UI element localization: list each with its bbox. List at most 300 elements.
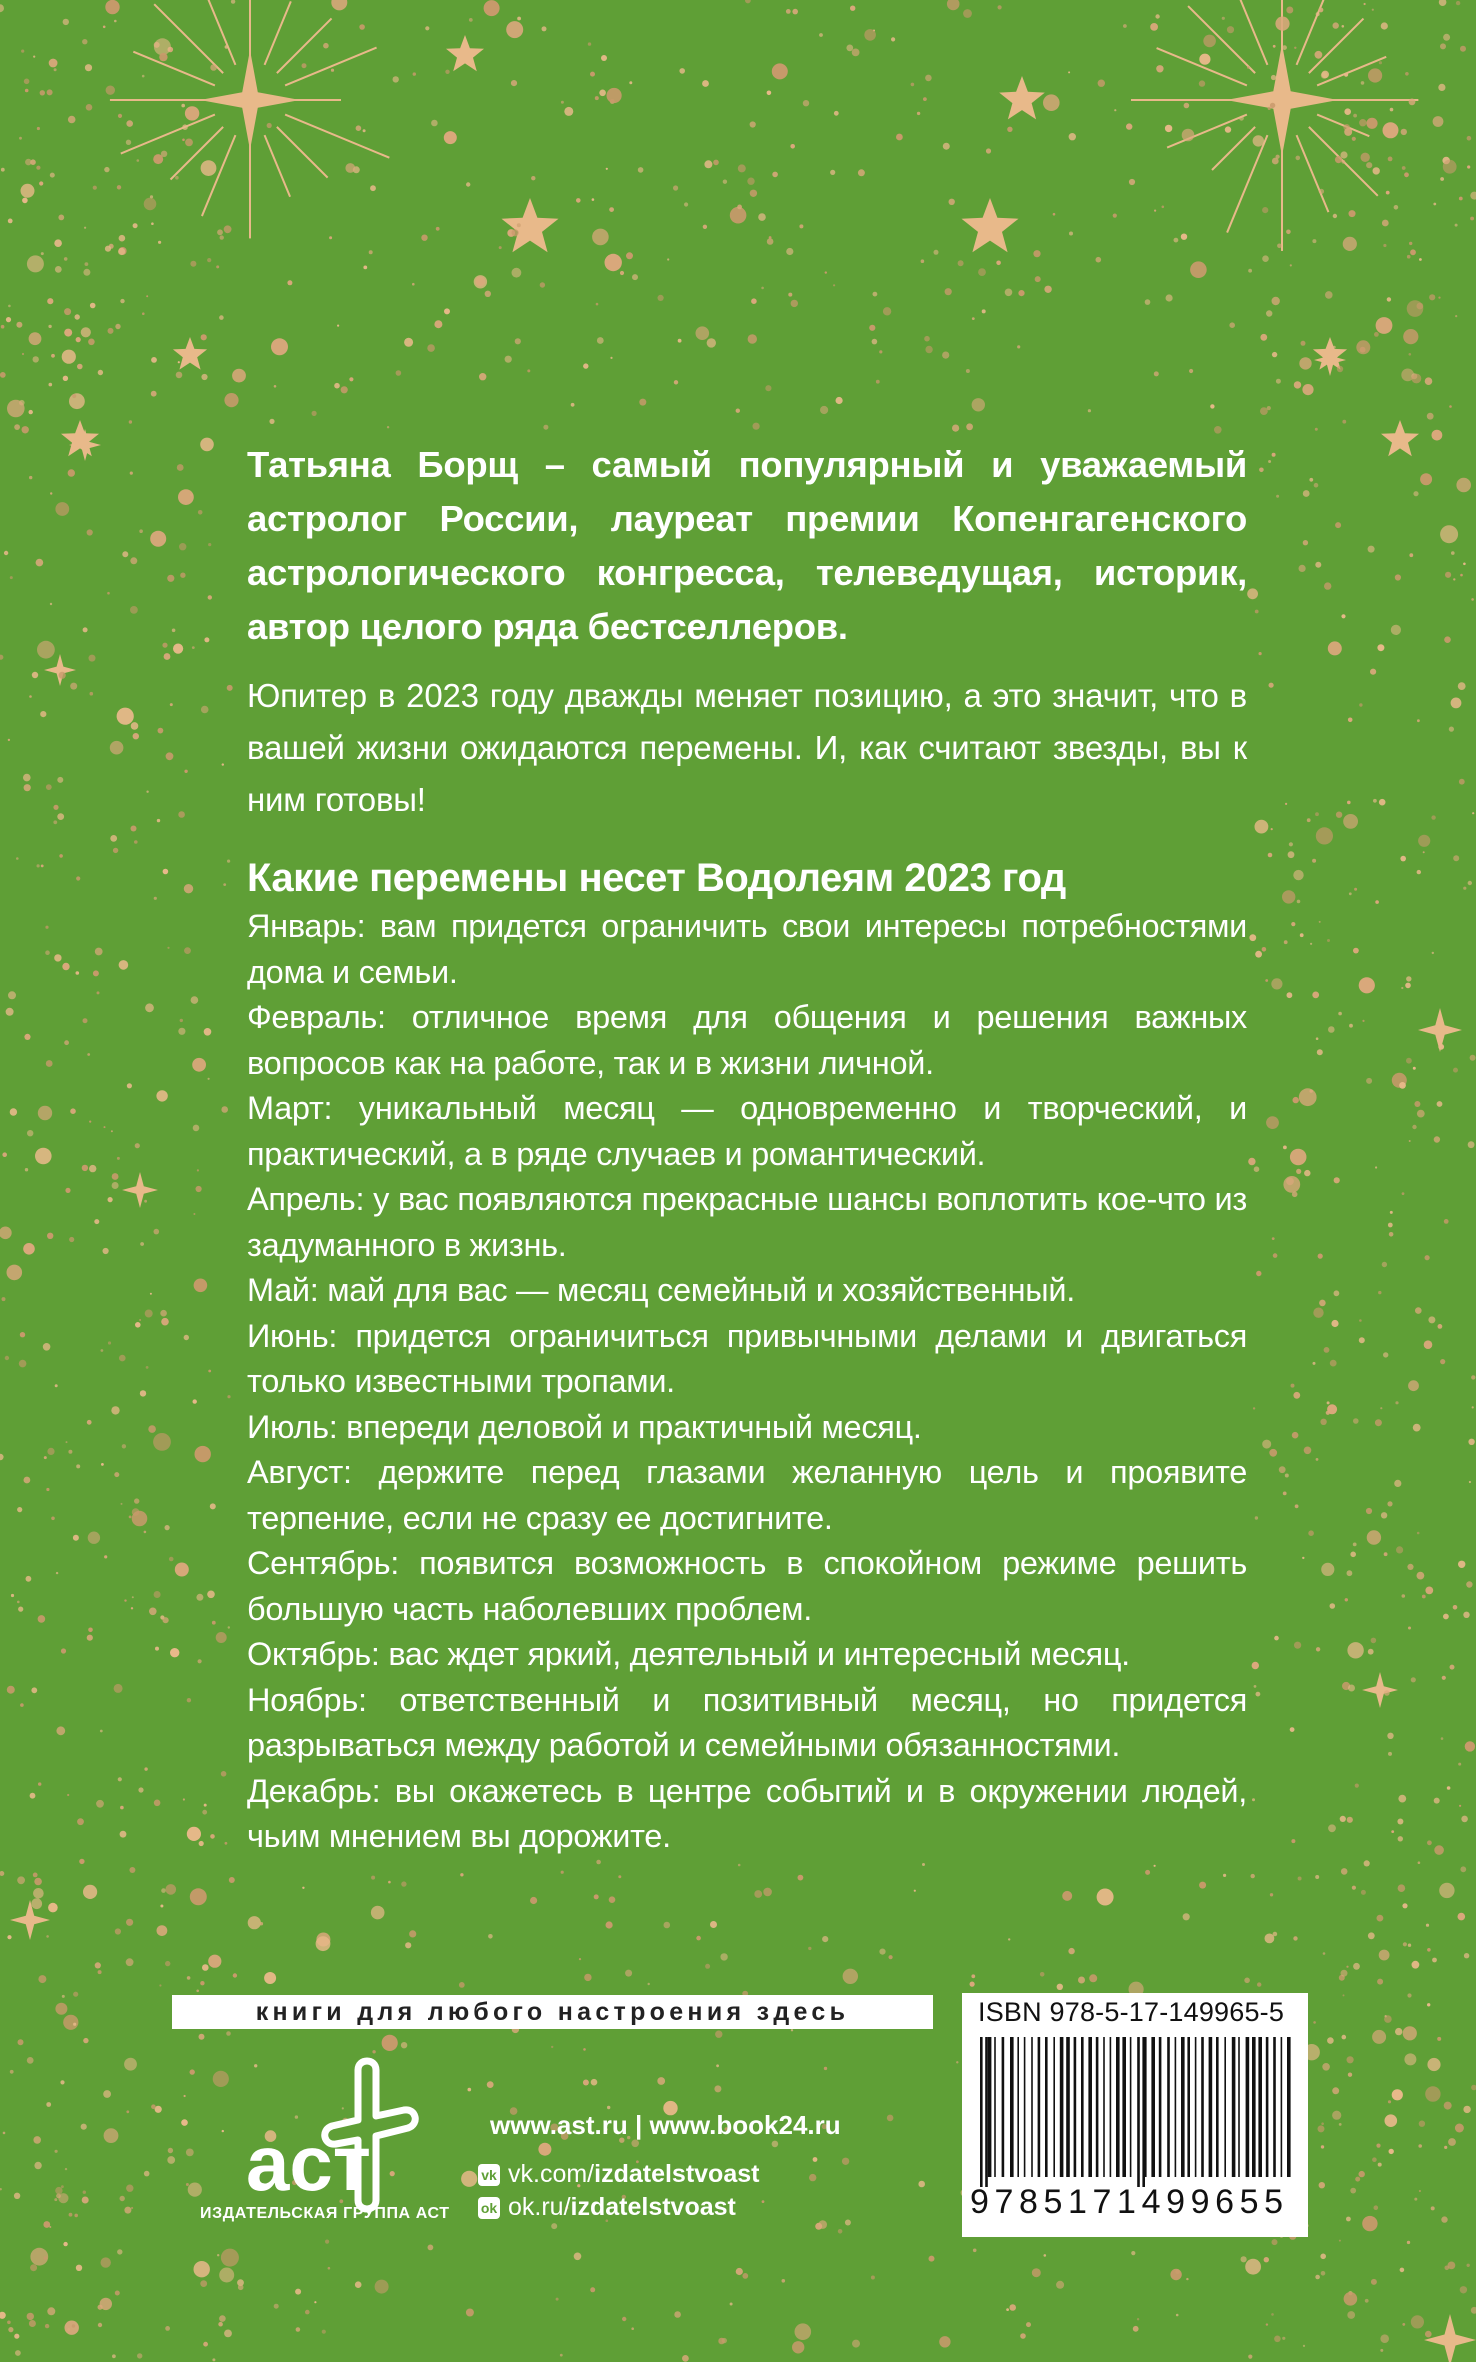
- barcode-bar: [1017, 2037, 1019, 2177]
- sparkle-dot: [1338, 1012, 1342, 1016]
- sparkle-dot: [19, 1360, 27, 1368]
- sparkle-dot: [737, 205, 742, 210]
- sparkle-dot: [1422, 1595, 1426, 1599]
- sparkle-dot: [1316, 827, 1333, 844]
- sparkle-dot: [65, 2321, 79, 2335]
- sparkle-dot: [1295, 1504, 1299, 1508]
- sparkle-dot: [103, 1248, 109, 1254]
- sparkle-dot: [1009, 2304, 1016, 2311]
- sparkle-dot: [511, 229, 518, 236]
- sparkle-dot: [1017, 345, 1020, 348]
- social-link-ok[interactable]: [478, 2193, 736, 2222]
- sparkle-dot: [260, 1922, 263, 1925]
- sparkle-dot: [1282, 890, 1295, 903]
- publisher-websites[interactable]: www.ast.ru | www.book24.ru: [490, 2110, 841, 2140]
- sparkle-dot: [181, 104, 185, 108]
- barcode-bar: [1103, 2037, 1105, 2177]
- sparkle-dot: [527, 369, 530, 372]
- sparkle-dot: [146, 1366, 149, 1369]
- sparkle-dot: [798, 1875, 804, 1881]
- sparkle-dot: [1353, 114, 1357, 118]
- sparkle-dot: [657, 2077, 665, 2085]
- sparkle-dot: [271, 338, 288, 355]
- sparkle-dot: [1468, 881, 1472, 885]
- sparkle-dot: [1470, 192, 1476, 200]
- sparkle-dot: [466, 182, 470, 186]
- sparkle-dot: [59, 672, 66, 679]
- sparkle-dot: [138, 1787, 143, 1792]
- star-ray: [121, 115, 215, 154]
- barcode-bar: [1175, 2037, 1177, 2177]
- sparkle-dot: [382, 2035, 398, 2051]
- sparkle-dot: [1154, 1865, 1156, 1867]
- sparkle-dot: [1129, 179, 1135, 185]
- sparkle-dot: [891, 37, 895, 41]
- sparkle-dot: [7, 2321, 11, 2325]
- sparkle-dot: [836, 397, 843, 404]
- sparkle-dot: [958, 260, 964, 266]
- sparkle-dot: [173, 644, 183, 654]
- sparkle-dot: [803, 100, 809, 106]
- sparkle-dot: [49, 59, 58, 68]
- sparkle-dot: [551, 2223, 557, 2229]
- sparkle-dot: [1368, 68, 1382, 82]
- sparkle-dot: [0, 1227, 12, 1240]
- sparkle-dot: [1377, 644, 1384, 651]
- sparkle-dot: [68, 469, 75, 476]
- sparkle-dot: [83, 269, 90, 276]
- sparkle-dot: [1277, 244, 1282, 249]
- sparkle-dot: [599, 90, 606, 97]
- sparkle-dot: [8, 2327, 13, 2332]
- sparkle-dot: [1407, 1564, 1413, 1570]
- sparkle-dot: [208, 1955, 221, 1968]
- barcode-bar: [1122, 2037, 1126, 2177]
- sparkle-dot: [77, 364, 83, 370]
- social-link-vk[interactable]: [478, 2160, 759, 2189]
- sparkle-dot: [47, 298, 53, 304]
- sparkle-dot: [38, 1975, 46, 1983]
- sparkle-dot: [190, 2069, 195, 2074]
- sparkle-dot: [596, 303, 599, 306]
- sparkle-dot: [356, 125, 362, 131]
- sparkle-dot: [162, 643, 167, 648]
- sparkle-dot: [95, 1962, 101, 1968]
- sparkle-dot: [401, 2042, 407, 2048]
- sparkle-dot: [1347, 1817, 1353, 1823]
- sparkle-dot: [7, 400, 25, 418]
- sparkle-dot: [296, 2327, 301, 2332]
- sparkle-dot: [1388, 1752, 1392, 1756]
- sparkle-dot: [1412, 1961, 1420, 1969]
- sparkle-dot: [29, 332, 42, 345]
- sparkle-dot: [182, 139, 185, 142]
- sparkle-dot: [194, 2261, 210, 2277]
- sparkle-dot: [193, 1125, 200, 1132]
- sparkle-dot: [538, 2143, 551, 2156]
- sparkle-dot: [177, 464, 184, 471]
- sparkle-dot: [505, 356, 512, 363]
- sparkle-dot: [57, 813, 64, 820]
- sparkle-dot: [210, 64, 217, 71]
- sparkle-dot: [1456, 1, 1460, 5]
- publisher-caption: ИЗДАТЕЛЬСКАЯ ГРУППА АСТ: [200, 2205, 450, 2222]
- sparkle-dot: [1302, 1557, 1304, 1559]
- sparkle-dot: [1401, 129, 1407, 135]
- sparkle-dot: [179, 543, 186, 550]
- sparkle-dot: [1291, 922, 1295, 926]
- sparkle-dot: [82, 2197, 89, 2204]
- sparkle-dot: [1440, 525, 1458, 543]
- sparkle-dot: [7, 1686, 15, 1694]
- sparkle-dot: [1441, 1737, 1444, 1740]
- sparkle-dot: [8, 739, 10, 741]
- sparkle-dot: [132, 1596, 134, 1598]
- sparkle-dot: [1324, 1347, 1330, 1353]
- sparkle-dot: [1145, 299, 1151, 305]
- sparkle-dot: [142, 312, 145, 315]
- sparkle-dot: [1223, 1874, 1226, 1877]
- sparkle-dot: [1259, 468, 1264, 473]
- sparkle-dot: [1443, 160, 1457, 174]
- sparkle-dot: [475, 276, 485, 286]
- sparkle-dot: [1415, 1307, 1422, 1314]
- sparkle-dot: [1472, 812, 1474, 814]
- barcode-bar: [1209, 2037, 1213, 2177]
- sparkle-dot: [1272, 158, 1279, 165]
- sparkle-dot: [1302, 384, 1313, 395]
- sparkle-dot: [1444, 2146, 1447, 2149]
- sparkle-dot: [1252, 1798, 1255, 1801]
- sparkle-dot: [187, 1698, 191, 1702]
- sparkle-dot: [1337, 366, 1343, 372]
- sparkle-dot: [772, 172, 778, 178]
- sparkle-dot: [1319, 189, 1324, 194]
- sparkle-dot: [1356, 340, 1370, 354]
- sparkle-dot: [203, 2342, 208, 2347]
- sparkle-dot: [76, 337, 81, 342]
- sparkle-dot: [370, 185, 376, 191]
- sparkle-dot: [1400, 2268, 1405, 2273]
- sparkle-dot: [216, 265, 219, 268]
- sparkle-dot: [178, 1028, 185, 1035]
- sparkle-dot: [119, 1355, 126, 1362]
- sparkle-dot: [1431, 815, 1435, 819]
- sparkle-dot: [1463, 2106, 1470, 2113]
- sparkle-dot: [1451, 551, 1455, 555]
- ok-icon: ok: [478, 2197, 500, 2219]
- sparkle-dot: [87, 1420, 92, 1425]
- sparkle-dot: [196, 1186, 202, 1192]
- sparkle-dot: [0, 4, 4, 12]
- sparkle-dot: [1222, 17, 1225, 20]
- sparkle-dot: [220, 235, 224, 239]
- sparkle-dot: [161, 1888, 166, 1893]
- barcode-bar: [1167, 2037, 1170, 2177]
- sparkle-dot: [1007, 127, 1012, 132]
- sparkle-dot: [2, 1152, 7, 1157]
- barcode-bar: [1142, 2037, 1145, 2187]
- sparkle-dot: [64, 308, 71, 315]
- sparkle-dot: [68, 1450, 72, 1454]
- sparkle-dot: [111, 1130, 113, 1132]
- sparkle-dot: [134, 1498, 139, 1503]
- sparkle-dot: [1412, 1125, 1416, 1129]
- sparkle-dot: [1284, 940, 1288, 944]
- sparkle-dot: [1287, 992, 1293, 998]
- sparkle-dot: [1438, 84, 1445, 91]
- sparkle-dot: [10, 576, 13, 579]
- sparkle-dot: [845, 2220, 851, 2226]
- sparkle-dot: [31, 1687, 37, 1693]
- sparkle-dot: [167, 575, 174, 582]
- sparkle-dot: [120, 2196, 125, 2201]
- sparkle-dot: [121, 1503, 123, 1505]
- vk-icon: vk: [478, 2164, 500, 2186]
- barcode: [978, 2037, 1292, 2187]
- sparkle-dot: [869, 325, 875, 331]
- sparkle-dot: [1451, 698, 1462, 709]
- sparkle-dot: [227, 685, 233, 691]
- sparkle-dot: [1381, 22, 1388, 29]
- sparkle-dot: [1407, 2241, 1410, 2244]
- sparkle-dot: [204, 1028, 212, 1036]
- sparkle-dot: [120, 1831, 127, 1838]
- sparkle-dot: [925, 75, 932, 82]
- sparkle-dot: [22, 353, 24, 355]
- sparkle-dot: [1437, 1101, 1443, 1107]
- sparkle-dot: [150, 1293, 152, 1295]
- sparkle-dot: [1458, 1913, 1466, 1921]
- sparkle-dot: [82, 39, 87, 44]
- sparkle-dot: [1155, 14, 1159, 18]
- sparkle-dot: [718, 2338, 725, 2345]
- sparkle-dot: [1249, 934, 1256, 941]
- sparkle-dot: [401, 1881, 406, 1886]
- sparkle-dot: [221, 1771, 227, 1777]
- sparkle-dot: [208, 543, 211, 546]
- sparkle-dot: [65, 1188, 70, 1193]
- sparkle-dot: [1359, 703, 1362, 706]
- sparkle-dot: [1097, 1889, 1114, 1906]
- barcode-bar: [1258, 2037, 1262, 2177]
- sparkle-dot: [1292, 1432, 1299, 1439]
- sparkle-dot: [1467, 165, 1470, 168]
- sparkle-dot: [196, 1990, 199, 1993]
- sparkle-dot: [1333, 22, 1339, 28]
- sparkle-dot: [64, 257, 68, 261]
- social-handle: izdatelstvoast: [570, 2193, 736, 2221]
- star-decoration: [502, 198, 559, 252]
- sparkle-dot: [1438, 1044, 1444, 1050]
- sparkle-dot: [329, 236, 332, 239]
- sparkle-dot: [664, 1922, 671, 1929]
- month-item: Ноябрь: ответственный и позитивный месяц, но придется разрываться между работой и семейными обязанностями.: [247, 1681, 1247, 1763]
- sparkle-dot: [469, 18, 473, 22]
- sparkle-dot: [1385, 2114, 1398, 2127]
- sparkle-dot: [1403, 1942, 1407, 1946]
- sparkle-dot: [1262, 1440, 1271, 1449]
- sparkle-dot: [8, 305, 11, 308]
- sparkle-dot: [1427, 1840, 1432, 1845]
- sparkle-dot: [607, 2106, 610, 2109]
- sparkle-dot: [1026, 2322, 1031, 2327]
- sparkle-dot: [1443, 1614, 1449, 1620]
- sparkle-dot: [1123, 24, 1127, 28]
- sparkle-dot: [679, 68, 685, 74]
- barcode-bar: [1232, 2037, 1236, 2177]
- sparkle-dot: [551, 2046, 553, 2048]
- sparkle-dot: [626, 252, 633, 259]
- sparkle-dot: [1350, 1552, 1356, 1558]
- sparkle-dot: [108, 1197, 113, 1202]
- sparkle-dot: [76, 1464, 80, 1468]
- barcode-bar: [985, 2037, 988, 2187]
- lead-paragraph: Юпитер в 2023 году дважды меняет позицию, а это значит, что в вашей жизни ожидаются перемены. И, как считают звезды, вы к ним готовы!: [247, 677, 1247, 818]
- sparkle-dot: [105, 246, 111, 252]
- sparkle-dot: [90, 692, 94, 696]
- sparkle-dot: [73, 1992, 78, 1997]
- sparkle-dot: [37, 641, 55, 659]
- sparkle-dot: [1467, 2264, 1470, 2267]
- sparkle-dot: [1272, 2239, 1278, 2245]
- sparkle-dot: [1304, 1447, 1312, 1455]
- sparkle-dot: [1332, 2111, 1341, 2120]
- sparkle-dot: [159, 1984, 161, 1986]
- sparkle-dot: [47, 89, 53, 95]
- sparkle-dot: [94, 1219, 99, 1224]
- sparkle-dot: [70, 1108, 76, 1114]
- sparkle-dot: [131, 722, 139, 730]
- sparkle-dot: [484, 0, 500, 16]
- sparkle-dot: [1018, 290, 1024, 296]
- sparkle-dot: [1339, 2240, 1341, 2242]
- sparkle-dot: [157, 1925, 168, 1936]
- sparkle-dot: [1068, 71, 1070, 73]
- sparkle-dot: [1341, 160, 1345, 164]
- sparkle-dot: [1372, 9, 1374, 11]
- barcode-bar: [1024, 2037, 1026, 2177]
- sparkle-dot: [24, 1034, 30, 1040]
- month-item: Апрель: у вас появляются прекрасные шансы воплотить кое-что из задуманного в жизнь.: [247, 1181, 1247, 1263]
- sparkle-dot: [8, 991, 16, 999]
- sparkle-dot: [122, 1444, 126, 1448]
- sparkle-dot: [69, 393, 85, 409]
- sparkle-dot: [723, 180, 727, 184]
- sparkle-dot: [200, 1981, 204, 1985]
- sparkle-dot: [1426, 1924, 1429, 1927]
- sparkle-dot: [1272, 352, 1277, 357]
- star-ray: [265, 1, 291, 64]
- sparkle-dot: [1248, 2355, 1252, 2359]
- sparkle-dot: [1290, 1727, 1295, 1732]
- sparkle-dot: [154, 1229, 160, 1235]
- sparkle-dot: [1379, 61, 1382, 64]
- sparkle-dot: [996, 261, 1001, 266]
- sparkle-dot: [1346, 1966, 1348, 1968]
- sparkle-dot: [204, 1804, 207, 1807]
- sparkle-dot: [1327, 1404, 1337, 1414]
- sparkle-dot: [606, 168, 608, 170]
- sparkle-dot: [1150, 23, 1158, 31]
- sparkle-dot: [201, 334, 207, 340]
- sparkle-dot: [858, 169, 865, 176]
- sparkle-dot: [112, 1173, 119, 1180]
- sparkle-dot: [1183, 1913, 1190, 1920]
- sparkle-dot: [813, 2157, 818, 2162]
- sparkle-dot: [29, 476, 32, 479]
- sparkle-dot: [1359, 2171, 1365, 2177]
- sparkle-dot: [1432, 430, 1443, 441]
- sparkle-dot: [1265, 1934, 1275, 1944]
- sparkle-dot: [1389, 1232, 1394, 1237]
- star-decoration: [962, 198, 1019, 252]
- sparkle-dot: [1359, 1337, 1365, 1343]
- sparkle-dot: [355, 2281, 362, 2288]
- sparkle-dot: [115, 1928, 121, 1934]
- sparkle-dot: [889, 1955, 893, 1959]
- sparkle-dot: [124, 2207, 131, 2214]
- sparkle-dot: [1468, 1439, 1474, 1445]
- sparkle-dot: [46, 1488, 49, 1491]
- sparkle-dot: [1309, 478, 1313, 482]
- sparkle-dot: [1189, 369, 1193, 373]
- sparkle-dot: [871, 2276, 875, 2280]
- barcode-bar: [988, 2037, 992, 2177]
- sparkle-dot: [710, 1921, 717, 1928]
- sparkle-dot: [224, 393, 238, 407]
- sparkle-dot: [1331, 1320, 1338, 1327]
- barcode-bar: [1045, 2037, 1048, 2177]
- sparkle-dot: [137, 2353, 142, 2358]
- sparkle-dot: [815, 2223, 822, 2230]
- month-item: Август: держите перед глазами желанную цель и проявите терпение, если не сразу ее достигните.: [247, 1454, 1247, 1536]
- sparkle-dot: [21, 184, 35, 198]
- sparkle-dot: [1289, 842, 1293, 846]
- sparkle-dot: [160, 1905, 163, 1908]
- sparkle-dot: [1290, 1149, 1307, 1166]
- sparkle-dot: [1298, 1877, 1302, 1881]
- sparkle-dot: [149, 1608, 157, 1616]
- sparkle-dot: [1255, 951, 1262, 958]
- sparkle-dot: [146, 791, 148, 793]
- sparkle-dot: [1366, 162, 1372, 168]
- sparkle-dot: [50, 173, 55, 178]
- barcode-bar: [1287, 2037, 1291, 2177]
- sparkle-dot: [1441, 2216, 1447, 2222]
- sparkle-dot: [1368, 1649, 1374, 1655]
- sparkle-dot: [1424, 1340, 1433, 1349]
- month-item: Сентябрь: появится возможность в спокойном режиме решить большую часть наболевших проблем.: [247, 1545, 1247, 1627]
- sparkle-dot: [100, 1730, 103, 1733]
- sparkle-dot: [943, 143, 950, 150]
- sparkle-dot: [852, 2340, 860, 2348]
- sparkle-dot: [70, 683, 77, 690]
- sparkle-dot: [114, 1684, 123, 1693]
- sparkle-dot: [1433, 203, 1436, 206]
- sparkle-dot: [64, 1040, 69, 1045]
- sparkle-dot: [1069, 133, 1076, 140]
- sparkle-dot: [1364, 3, 1366, 5]
- sparkle-dot: [1088, 409, 1091, 412]
- sparkle-dot: [1388, 157, 1393, 162]
- sparkle-dot: [27, 1130, 33, 1136]
- sparkle-dot: [404, 338, 413, 347]
- sparkle-dot: [762, 2200, 765, 2203]
- sparkle-dot: [11, 1594, 14, 1597]
- sparkle-dot: [713, 160, 719, 166]
- sparkle-dot: [61, 2185, 64, 2188]
